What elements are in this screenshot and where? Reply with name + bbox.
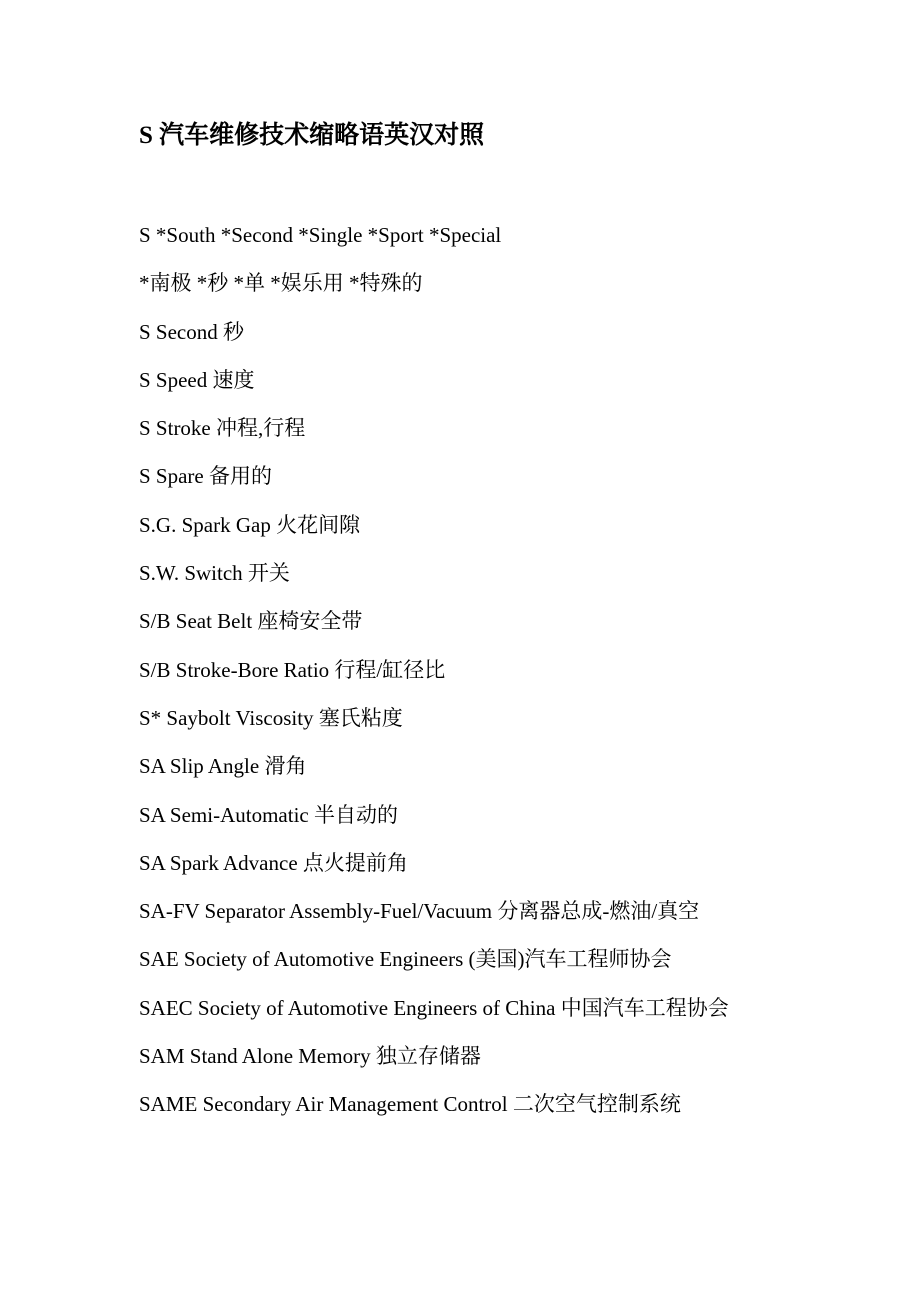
glossary-entry: S Second 秒 <box>139 319 244 344</box>
glossary-entry: S* Saybolt Viscosity 塞氏粘度 <box>139 705 403 730</box>
glossary-entry: SA-FV Separator Assembly-Fuel/Vacuum 分离器总成-燃油/真空 <box>139 899 700 924</box>
glossary-entry: SAM Stand Alone Memory 独立存储器 <box>139 1044 481 1069</box>
glossary-entry: S/B Stroke-Bore Ratio 行程/缸径比 <box>139 657 446 682</box>
glossary-entry: SAE Society of Automotive Engineers (美国)汽车工程师协会 <box>139 947 672 972</box>
glossary-entry: *南极 *秒 *单 *娱乐用 *特殊的 <box>139 271 423 296</box>
glossary-entry: S.G. Spark Gap 火花间隙 <box>139 512 361 537</box>
page-title: S 汽车维修技术缩略语英汉对照 <box>139 122 485 149</box>
glossary-entry: S/B Seat Belt 座椅安全带 <box>139 609 363 634</box>
glossary-entry: SAME Secondary Air Management Control 二次空气控制系统 <box>139 1092 681 1117</box>
glossary-entry: S Spare 备用的 <box>139 464 272 489</box>
glossary-entry: S Speed 速度 <box>139 367 255 392</box>
glossary-list <box>139 211 789 1129</box>
glossary-entry: S.W. Switch 开关 <box>139 561 290 586</box>
glossary-entry: SA Semi-Automatic 半自动的 <box>139 802 398 827</box>
glossary-entry: SA Slip Angle 滑角 <box>139 754 307 779</box>
glossary-entry: S *South *Second *Single *Sport *Special <box>139 223 502 247</box>
glossary-entry: SAEC Society of Automotive Engineers of China 中国汽车工程协会 <box>139 995 729 1020</box>
glossary-entry: SA Spark Advance 点火提前角 <box>139 850 408 875</box>
glossary-entry: S Stroke 冲程,行程 <box>139 416 306 441</box>
